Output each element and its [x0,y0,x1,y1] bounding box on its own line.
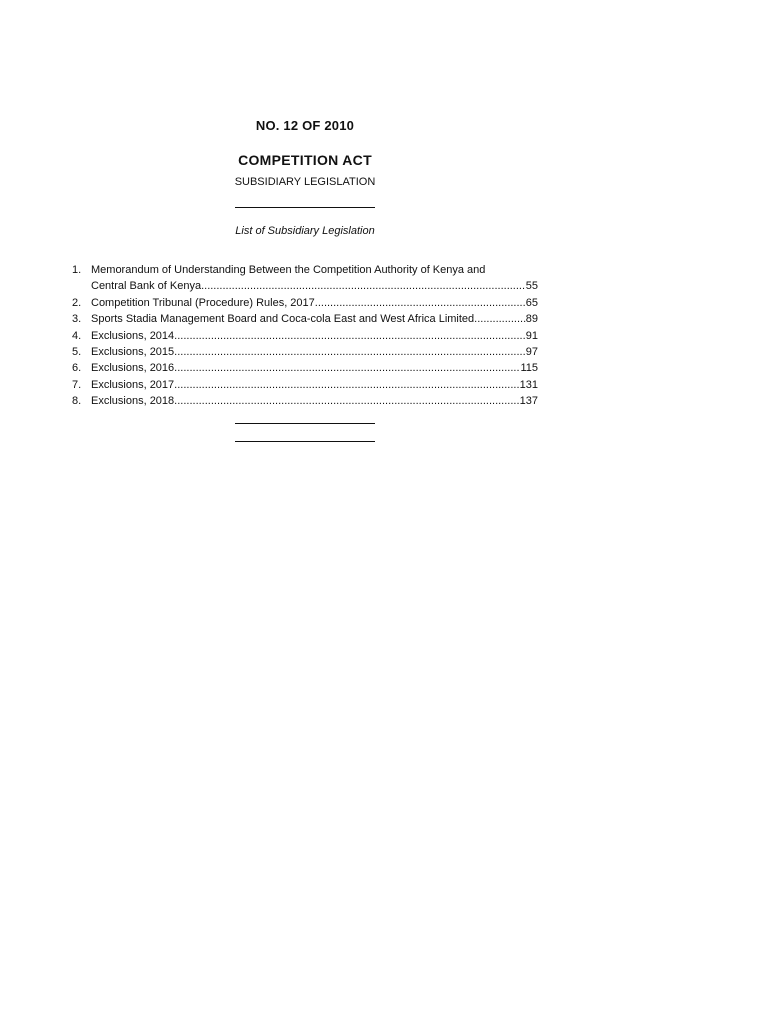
item-page-number: 91 [525,329,538,342]
item-title: Competition Tribunal (Procedure) Rules, 2017 [91,296,315,309]
item-title: Exclusions, 2017 [91,378,175,391]
item-line [91,393,538,409]
item-line [91,344,538,360]
item-title: Exclusions, 2018 [91,395,175,408]
act-title: COMPETITION ACT [238,152,372,168]
item-line [91,328,538,344]
item-number: 1. [72,264,82,276]
item-title: Exclusions, 2016 [91,362,175,375]
item-page-number: 89 [525,313,538,326]
item-number: 5. [72,346,82,359]
list-item [72,262,538,295]
item-body [91,295,538,311]
list-heading: List of Subsidiary Legislation [235,225,375,237]
list-item [72,295,538,311]
list-item [72,377,538,393]
dot-leader [474,311,526,327]
item-body [91,377,538,393]
item-page-number: 55 [525,280,538,293]
item-first-line [91,262,538,278]
item-number: 4. [72,329,82,342]
item-number: 8. [72,395,82,408]
item-title: Exclusions, 2015 [91,346,175,359]
item-title: Exclusions, 2014 [91,329,175,342]
closing-rule [235,423,375,424]
item-page-number: 137 [519,395,538,408]
item-body [91,262,538,295]
item-body [91,311,538,327]
list-item [72,328,538,344]
dot-leader [174,393,519,409]
item-page-number: 65 [525,296,538,309]
dot-leader [174,328,526,344]
item-page-number: 131 [519,378,538,391]
item-body [91,328,538,344]
divider-rule [235,207,375,208]
item-number: 7. [72,378,82,391]
list-item [72,344,538,360]
list-item [72,360,538,376]
item-line [91,360,538,376]
item-number: 2. [72,296,82,309]
item-line [91,278,538,294]
item-title: Central Bank of Kenya [91,280,202,293]
subsidiary-legislation-label: SUBSIDIARY LEGISLATION [234,176,376,188]
closing-rule [235,441,375,442]
item-number: 3. [72,313,82,326]
act-number: NO. 12 OF 2010 [255,118,355,133]
list-item [72,393,538,409]
item-line [91,295,538,311]
item-body [91,360,538,376]
dot-leader [174,377,519,393]
item-body [91,344,538,360]
item-page-number: 97 [525,346,538,359]
item-title-first-line: Memorandum of Understanding Between the Competition Authority of Kenya and [91,264,486,276]
dot-leader [174,344,526,360]
dot-leader [315,295,526,311]
item-line [91,377,538,393]
item-title: Sports Stadia Management Board and Coca-cola East and West Africa Limited [91,313,475,326]
dot-leader [174,360,520,376]
subsidiary-legislation-list [72,262,538,410]
item-number: 6. [72,362,82,375]
item-body [91,393,538,409]
list-item [72,311,538,327]
dot-leader [201,278,526,294]
item-line [91,311,538,327]
item-page-number: 115 [520,362,538,375]
